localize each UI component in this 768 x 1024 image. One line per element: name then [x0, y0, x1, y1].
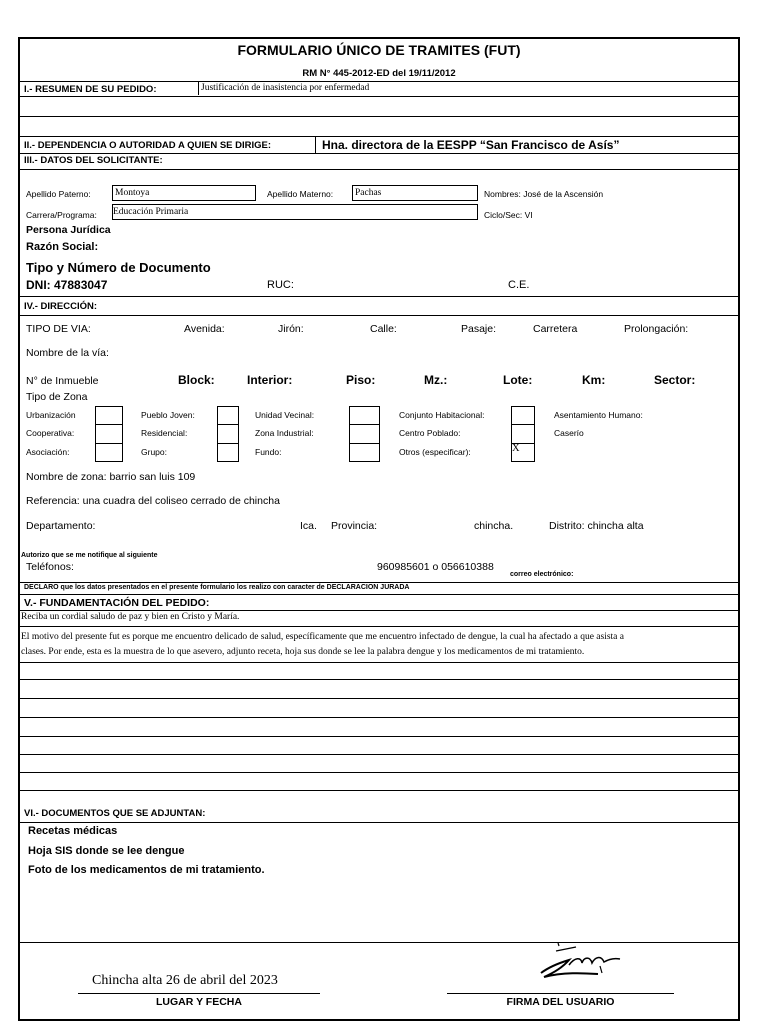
ciclo: Ciclo/Sec: VI — [484, 210, 533, 220]
apellido-materno-value: Pachas — [355, 188, 382, 198]
inmueble-block: Block: — [178, 373, 215, 387]
via-prolongacion: Prolongación: — [624, 323, 689, 335]
correo-electronico: correo electrónico: — [510, 571, 574, 578]
declaracion-jurada: DECLARO que los datos presentados en el presente formulario los realizo con caracter de DECLARACION JURADA — [24, 584, 410, 591]
provincia-value: chincha. — [474, 520, 514, 532]
section-3-label: III.- DATOS DEL SOLICITANTE: — [24, 155, 163, 166]
resumen-pedido-value: Justificación de inasistencia por enfermedad — [201, 83, 370, 93]
carrera-label: Carrera/Programa: — [26, 210, 97, 220]
telefonos-label: Teléfonos: — [26, 561, 74, 573]
zona-cooperativa: Cooperativa: — [26, 428, 75, 438]
firma-signature — [535, 939, 630, 983]
zona-urbanizacion: Urbanización — [26, 410, 76, 420]
nombre-via: Nombre de la vía: — [26, 347, 109, 359]
dni: DNI: 47883047 — [26, 278, 108, 292]
zona-col2-boxes — [217, 406, 239, 462]
via-pasaje: Pasaje: — [461, 323, 497, 335]
referencia: Referencia: una cuadra del coliseo cerrado de chincha — [26, 495, 280, 507]
zona-pueblo-joven: Pueblo Joven: — [141, 410, 195, 420]
form-subtitle: RM N° 445-2012-ED del 19/11/2012 — [302, 68, 456, 79]
form-title: FORMULARIO ÚNICO DE TRAMITES (FUT) — [237, 42, 521, 58]
section-1-label: I.- RESUMEN DE SU PEDIDO: — [24, 84, 157, 95]
zona-asociacion: Asociación: — [26, 447, 70, 457]
telefonos-value: 960985601 o 056610388 — [377, 561, 494, 573]
tipo-numero-documento: Tipo y Número de Documento — [26, 260, 211, 275]
inmueble-piso: Piso: — [346, 373, 376, 387]
section-6-label: VI.- DOCUMENTOS QUE SE ADJUNTAN: — [24, 808, 206, 819]
departamento-value: Ica. — [300, 520, 317, 532]
zona-fundo: Fundo: — [255, 447, 282, 457]
fundamentacion-linea-2: clases. Por ende, esta es la muestra de lo que asevero, adjunto receta, hoja sus donde se lee la palabra dengue y los medicamentos de mi tratamiento. — [21, 647, 585, 657]
fundamentacion-linea-1: El motivo del presente fut es porque me encuentro delicado de salud, específicamente que me encuentro infectado de dengue, la cual ha afectado a que asista a — [21, 632, 624, 642]
departamento-label: Departamento: — [26, 520, 96, 532]
fundamentacion-saludo: Reciba un cordial saludo de paz y bien en Cristo y María. — [21, 612, 240, 622]
inmueble-sector: Sector: — [654, 373, 696, 387]
zona-centro-poblado: Centro Poblado: — [399, 428, 461, 438]
documento-2: Hoja SIS donde se lee dengue — [28, 845, 185, 857]
nombre-zona: Nombre de zona: barrio san luis 109 — [26, 471, 196, 483]
apellido-paterno-label: Apellido Paterno: — [26, 189, 91, 199]
inmueble-mz: Mz.: — [424, 373, 448, 387]
zona-conjunto-habitacional: Conjunto Habitacional: — [399, 410, 485, 420]
section-4-label: IV.- DIRECCIÓN: — [24, 301, 98, 312]
nombres: Nombres: José de la Ascensión — [484, 189, 604, 199]
documento-3: Foto de los medicamentos de mi tratamiento. — [28, 864, 265, 876]
zona-asentamiento-humano: Asentamiento Humano: — [554, 410, 643, 420]
zona-residencial: Residencial: — [141, 428, 188, 438]
autorizo-notificacion: Autorizo que se me notifique al siguiente — [21, 552, 158, 559]
provincia-label: Provincia: — [331, 520, 378, 532]
apellido-paterno-value: Montoya — [115, 188, 150, 198]
inmueble-km: Km: — [582, 373, 606, 387]
tipo-via: TIPO DE VIA: — [26, 323, 91, 335]
zona-col3-boxes — [349, 406, 380, 462]
zona-unidad-vecinal: Unidad Vecinal: — [255, 410, 315, 420]
documento-1: Recetas médicas — [28, 825, 118, 837]
via-carretera: Carretera — [533, 323, 578, 335]
zona-otros: Otros (especificar): — [399, 447, 471, 457]
inmueble-lote: Lote: — [503, 373, 533, 387]
lugar-fecha-value: Chincha alta 26 de abril del 2023 — [92, 973, 278, 988]
dependencia-value: Hna. directora de la EESPP “San Francisco de Asís” — [322, 138, 620, 152]
razon-social: Razón Social: — [26, 241, 99, 253]
distrito: Distrito: chincha alta — [549, 520, 644, 532]
zona-caserio: Caserío — [554, 428, 584, 438]
fut-form — [18, 37, 740, 1021]
ruc: RUC: — [267, 279, 294, 291]
carrera-value: Educación Primaria — [113, 207, 189, 217]
zona-grupo: Grupo: — [141, 447, 167, 457]
tipo-zona: Tipo de Zona — [26, 391, 88, 403]
section-2-label: II.- DEPENDENCIA O AUTORIDAD A QUIEN SE DIRIGE: — [24, 140, 272, 151]
persona-juridica: Persona Jurídica — [26, 224, 111, 236]
firma-label: FIRMA DEL USUARIO — [506, 996, 615, 1008]
ce: C.E. — [508, 279, 530, 291]
inmueble-interior: Interior: — [247, 373, 293, 387]
apellido-materno-label: Apellido Materno: — [267, 189, 334, 199]
zona-col1-boxes — [95, 406, 123, 462]
section-5-label: V.- FUNDAMENTACIÓN DEL PEDIDO: — [24, 597, 210, 609]
via-calle: Calle: — [370, 323, 397, 335]
numero-inmueble: N° de Inmueble — [26, 375, 99, 387]
via-avenida: Avenida: — [184, 323, 225, 335]
otros-mark: X — [512, 443, 520, 454]
via-jiron: Jirón: — [278, 323, 304, 335]
zona-industrial: Zona Industrial: — [255, 428, 314, 438]
lugar-fecha-label: LUGAR Y FECHA — [156, 996, 242, 1008]
